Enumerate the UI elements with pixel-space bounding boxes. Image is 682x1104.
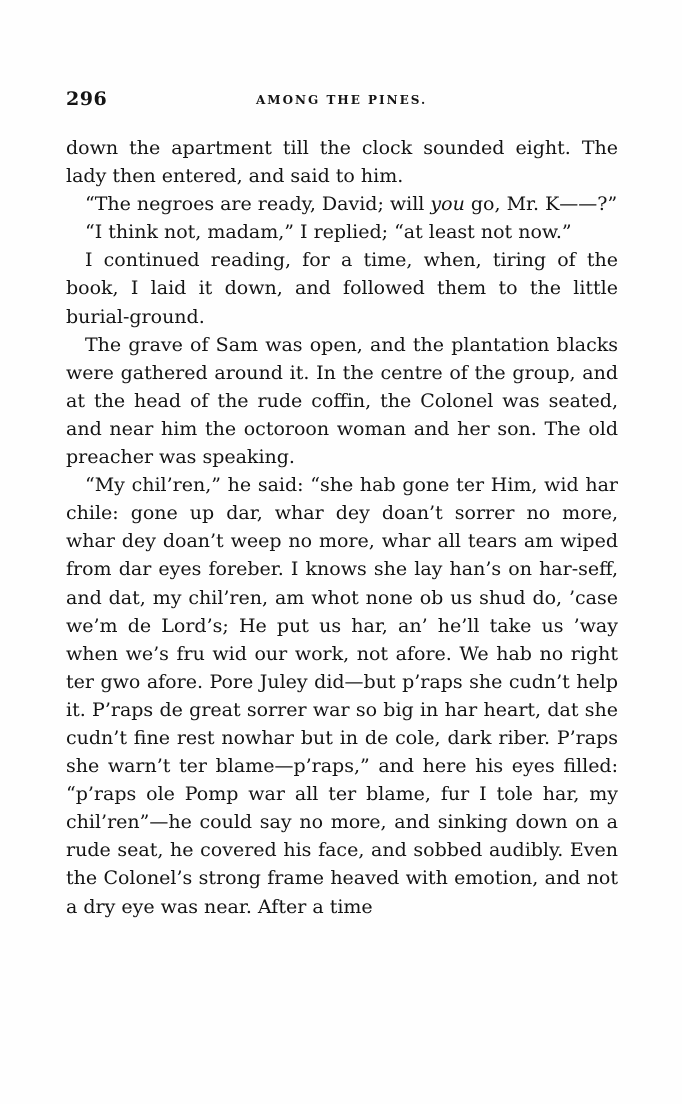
page-header [66, 88, 618, 118]
page-number: 296 [66, 88, 108, 110]
emphasis: you [430, 193, 465, 216]
paragraph: I continued reading, for a time, when, tiring of the book, I laid it down, and followed them to the little burial-ground. [66, 249, 618, 328]
paragraph: down the apartment till the clock sounded eight. The lady then entered, and said to him. [66, 137, 618, 188]
running-head: AMONG THE PINES. [256, 93, 428, 107]
body-text [66, 134, 618, 921]
paragraph-text: go, Mr. K——?” [464, 193, 618, 216]
paragraph-text: “The negroes are ready, David; will [85, 193, 431, 216]
paragraph: The grave of Sam was open, and the plantation blacks were gathered around it. In the centre of the group, and at the head of the rude coffin, the Colonel was seated, and near him the octoroon woman and her son. The old preacher was speaking. [66, 333, 618, 469]
paragraph: “My chil’ren,” he said: “she hab gone ter Him, wid har chile: gone up dar, whar dey doan’t sorrer no more, whar dey doan’t weep no more, whar all tears am wiped from dar eyes foreber. I knows she lay han’s on har-seff, and dat, my chil’ren, am whot none ob us shud do, ’case we’m de Lord’s; He put us har, an’ he’ll take us ’way when we’s fru wid our work, not afore. We hab no right ter gwo afore. Pore Juley did—but p’raps she cudn’t help it. P’raps de great sorrer war so big in har heart, dat she cudn’t fine rest nowhar but in de cole, dark riber. P’raps she warn’t ter blame—p’raps,” and here his eyes filled: “p’raps ole Pomp war all ter blame, fur I tole har, my chil’ren”—he could say no more, and sinking down on a rude seat, he covered his face, and sobbed audibly. Even the Colonel’s strong frame heaved with emotion, and not a dry eye was near. After a time [66, 474, 618, 918]
paragraph: “I think not, madam,” I replied; “at least not now.” [85, 221, 572, 244]
paragraph [66, 190, 618, 218]
